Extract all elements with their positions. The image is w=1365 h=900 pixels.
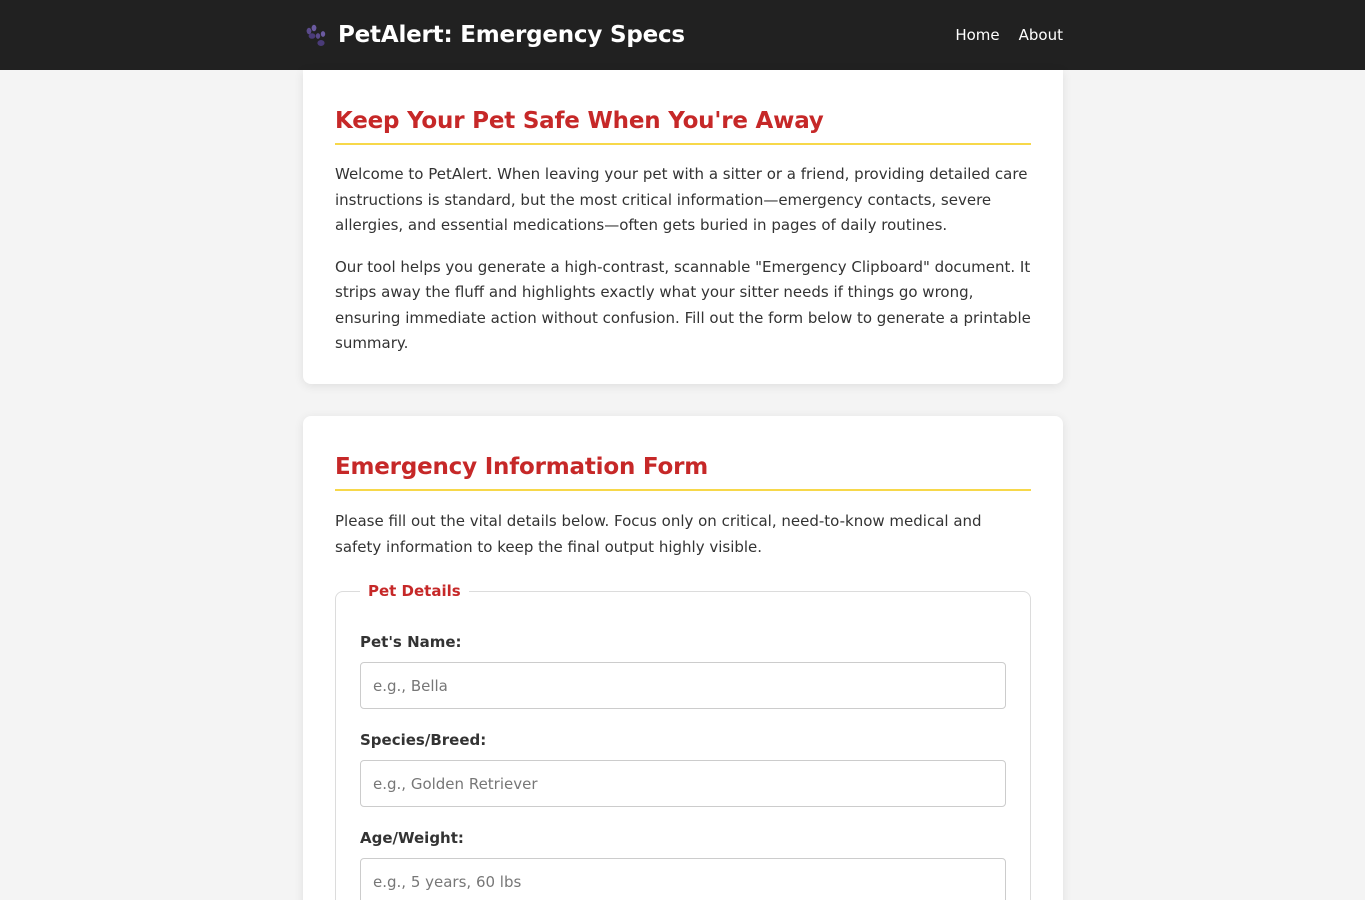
species-breed-group (360, 731, 1006, 807)
pet-details-fieldset (335, 582, 1031, 900)
pet-name-group (360, 633, 1006, 709)
main-nav (936, 26, 1063, 44)
form-intro-text: Please fill out the vital details below. Focus only on critical, need-to-know medical and safety information to keep the final output highly visible. (335, 512, 982, 556)
pet-name-input[interactable] (360, 662, 1006, 709)
nav-link-about[interactable]: About (1018, 26, 1063, 44)
intro-card (303, 70, 1063, 384)
navbar-container (303, 0, 1063, 70)
top-navbar (0, 0, 1365, 70)
age-weight-input[interactable] (360, 858, 1006, 900)
fieldset-legend: Pet Details (360, 582, 469, 600)
brand[interactable] (303, 21, 685, 49)
app-title: PetAlert: Emergency Specs (338, 22, 685, 48)
species-breed-label: Species/Breed: (360, 731, 487, 749)
intro-heading: Keep Your Pet Safe When You're Away (335, 108, 1031, 145)
paw-icon (303, 23, 329, 49)
intro-paragraph: Our tool helps you generate a high-contrast, scannable "Emergency Clipboard" document. It strips away the fluff and highlights exactly what your sitter needs if things go wrong, ensuring immediate action without confusion. Fill out the form below to generate a printable summary. (335, 257, 1031, 352)
nav-link-home[interactable]: Home (955, 26, 1000, 44)
age-weight-group (360, 829, 1006, 900)
pet-name-label: Pet's Name: (360, 633, 462, 651)
form-heading: Emergency Information Form (335, 454, 1031, 491)
species-breed-input[interactable] (360, 760, 1006, 807)
age-weight-label: Age/Weight: (360, 829, 464, 847)
emergency-form-card (303, 416, 1063, 900)
intro-paragraph: Welcome to PetAlert. When leaving your pet with a sitter or a friend, providing detailed care instructions is standard, but the most critical information—emergency contacts, severe allergies, and essential medications—often gets buried in pages of daily routines. (335, 165, 1028, 234)
